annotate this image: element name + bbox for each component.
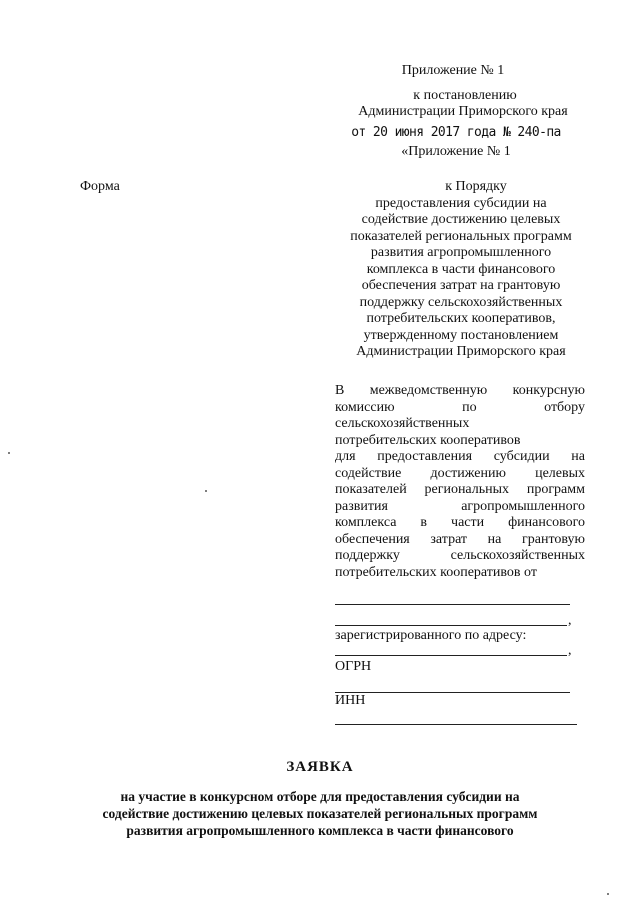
document-title: ЗАЯВКА — [286, 759, 354, 775]
order-line: Администрации Приморского края — [356, 344, 566, 359]
applicant-name-line-1[interactable] — [335, 604, 570, 605]
addressee-block — [335, 383, 585, 581]
comma-mark: , — [568, 613, 572, 628]
addressee-line: показателей региональных программ — [335, 482, 585, 497]
addressee-line: потребительских кооперативов — [335, 432, 521, 448]
order-line: предоставления субсидии на — [375, 195, 547, 211]
appendix-header — [330, 63, 590, 161]
order-reference-block — [330, 179, 592, 361]
addressee-line: потребительских кооперативов от — [335, 564, 537, 580]
scan-speck — [205, 490, 207, 492]
appendix-authority: Администрации Приморского края — [358, 104, 568, 119]
inn-line[interactable] — [335, 724, 577, 725]
addressee-line: комиссию по отбору — [335, 399, 585, 415]
appendix-quote-start: «Приложение № 1 — [401, 144, 511, 159]
addressee-line: комплекса в части финансового — [335, 515, 585, 530]
subtitle-line: на участие в конкурсном отборе для предоставления субсидии на — [120, 789, 520, 804]
inn-label: ИНН — [335, 693, 366, 708]
addressee-line: сельскохозяйственных — [335, 416, 470, 431]
addressee-line: обеспечения затрат на грантовую — [335, 531, 585, 547]
scan-speck — [8, 452, 10, 454]
order-line: комплекса в части финансового — [366, 261, 556, 277]
document-subtitle — [60, 788, 580, 839]
order-line: утвержденному постановлением — [363, 327, 559, 343]
addressee-line: содействие достижению целевых — [335, 465, 585, 481]
registered-address-label: зарегистрированного по адресу: — [335, 628, 527, 643]
subtitle-line: развития агропромышленного комплекса в части финансового — [126, 823, 514, 838]
ogrn-label: ОГРН — [335, 659, 372, 674]
address-line[interactable] — [335, 655, 567, 656]
appendix-date-number: от 20 июня 2017 года № 240-па — [351, 124, 561, 140]
order-line: поддержку сельскохозяйственных — [359, 294, 563, 310]
order-line: развития агропромышленного — [370, 245, 552, 260]
applicant-name-line-2[interactable] — [335, 625, 567, 626]
addressee-line: для предоставления субсидии на — [335, 449, 585, 464]
subtitle-line: содействие достижению целевых показателей региональных программ — [102, 806, 538, 821]
appendix-to-resolution: к постановлению — [413, 87, 517, 103]
addressee-line: поддержку сельскохозяйственных — [335, 548, 585, 563]
addressee-line: В межведомственную конкурсную — [335, 383, 585, 398]
addressee-line: развития агропромышленного — [335, 498, 585, 514]
comma-mark: , — [568, 643, 572, 658]
order-line: к Порядку — [445, 179, 507, 194]
ogrn-line[interactable] — [335, 692, 570, 693]
order-line: показателей региональных программ — [350, 228, 572, 244]
order-line: обеспечения затрат на грантовую — [361, 278, 561, 293]
order-line: потребительских кооперативов, — [366, 311, 556, 326]
scan-speck — [607, 893, 609, 895]
appendix-title: Приложение № 1 — [401, 63, 505, 78]
form-label: Форма — [80, 179, 120, 194]
order-line: содействие достижению целевых — [361, 212, 561, 227]
